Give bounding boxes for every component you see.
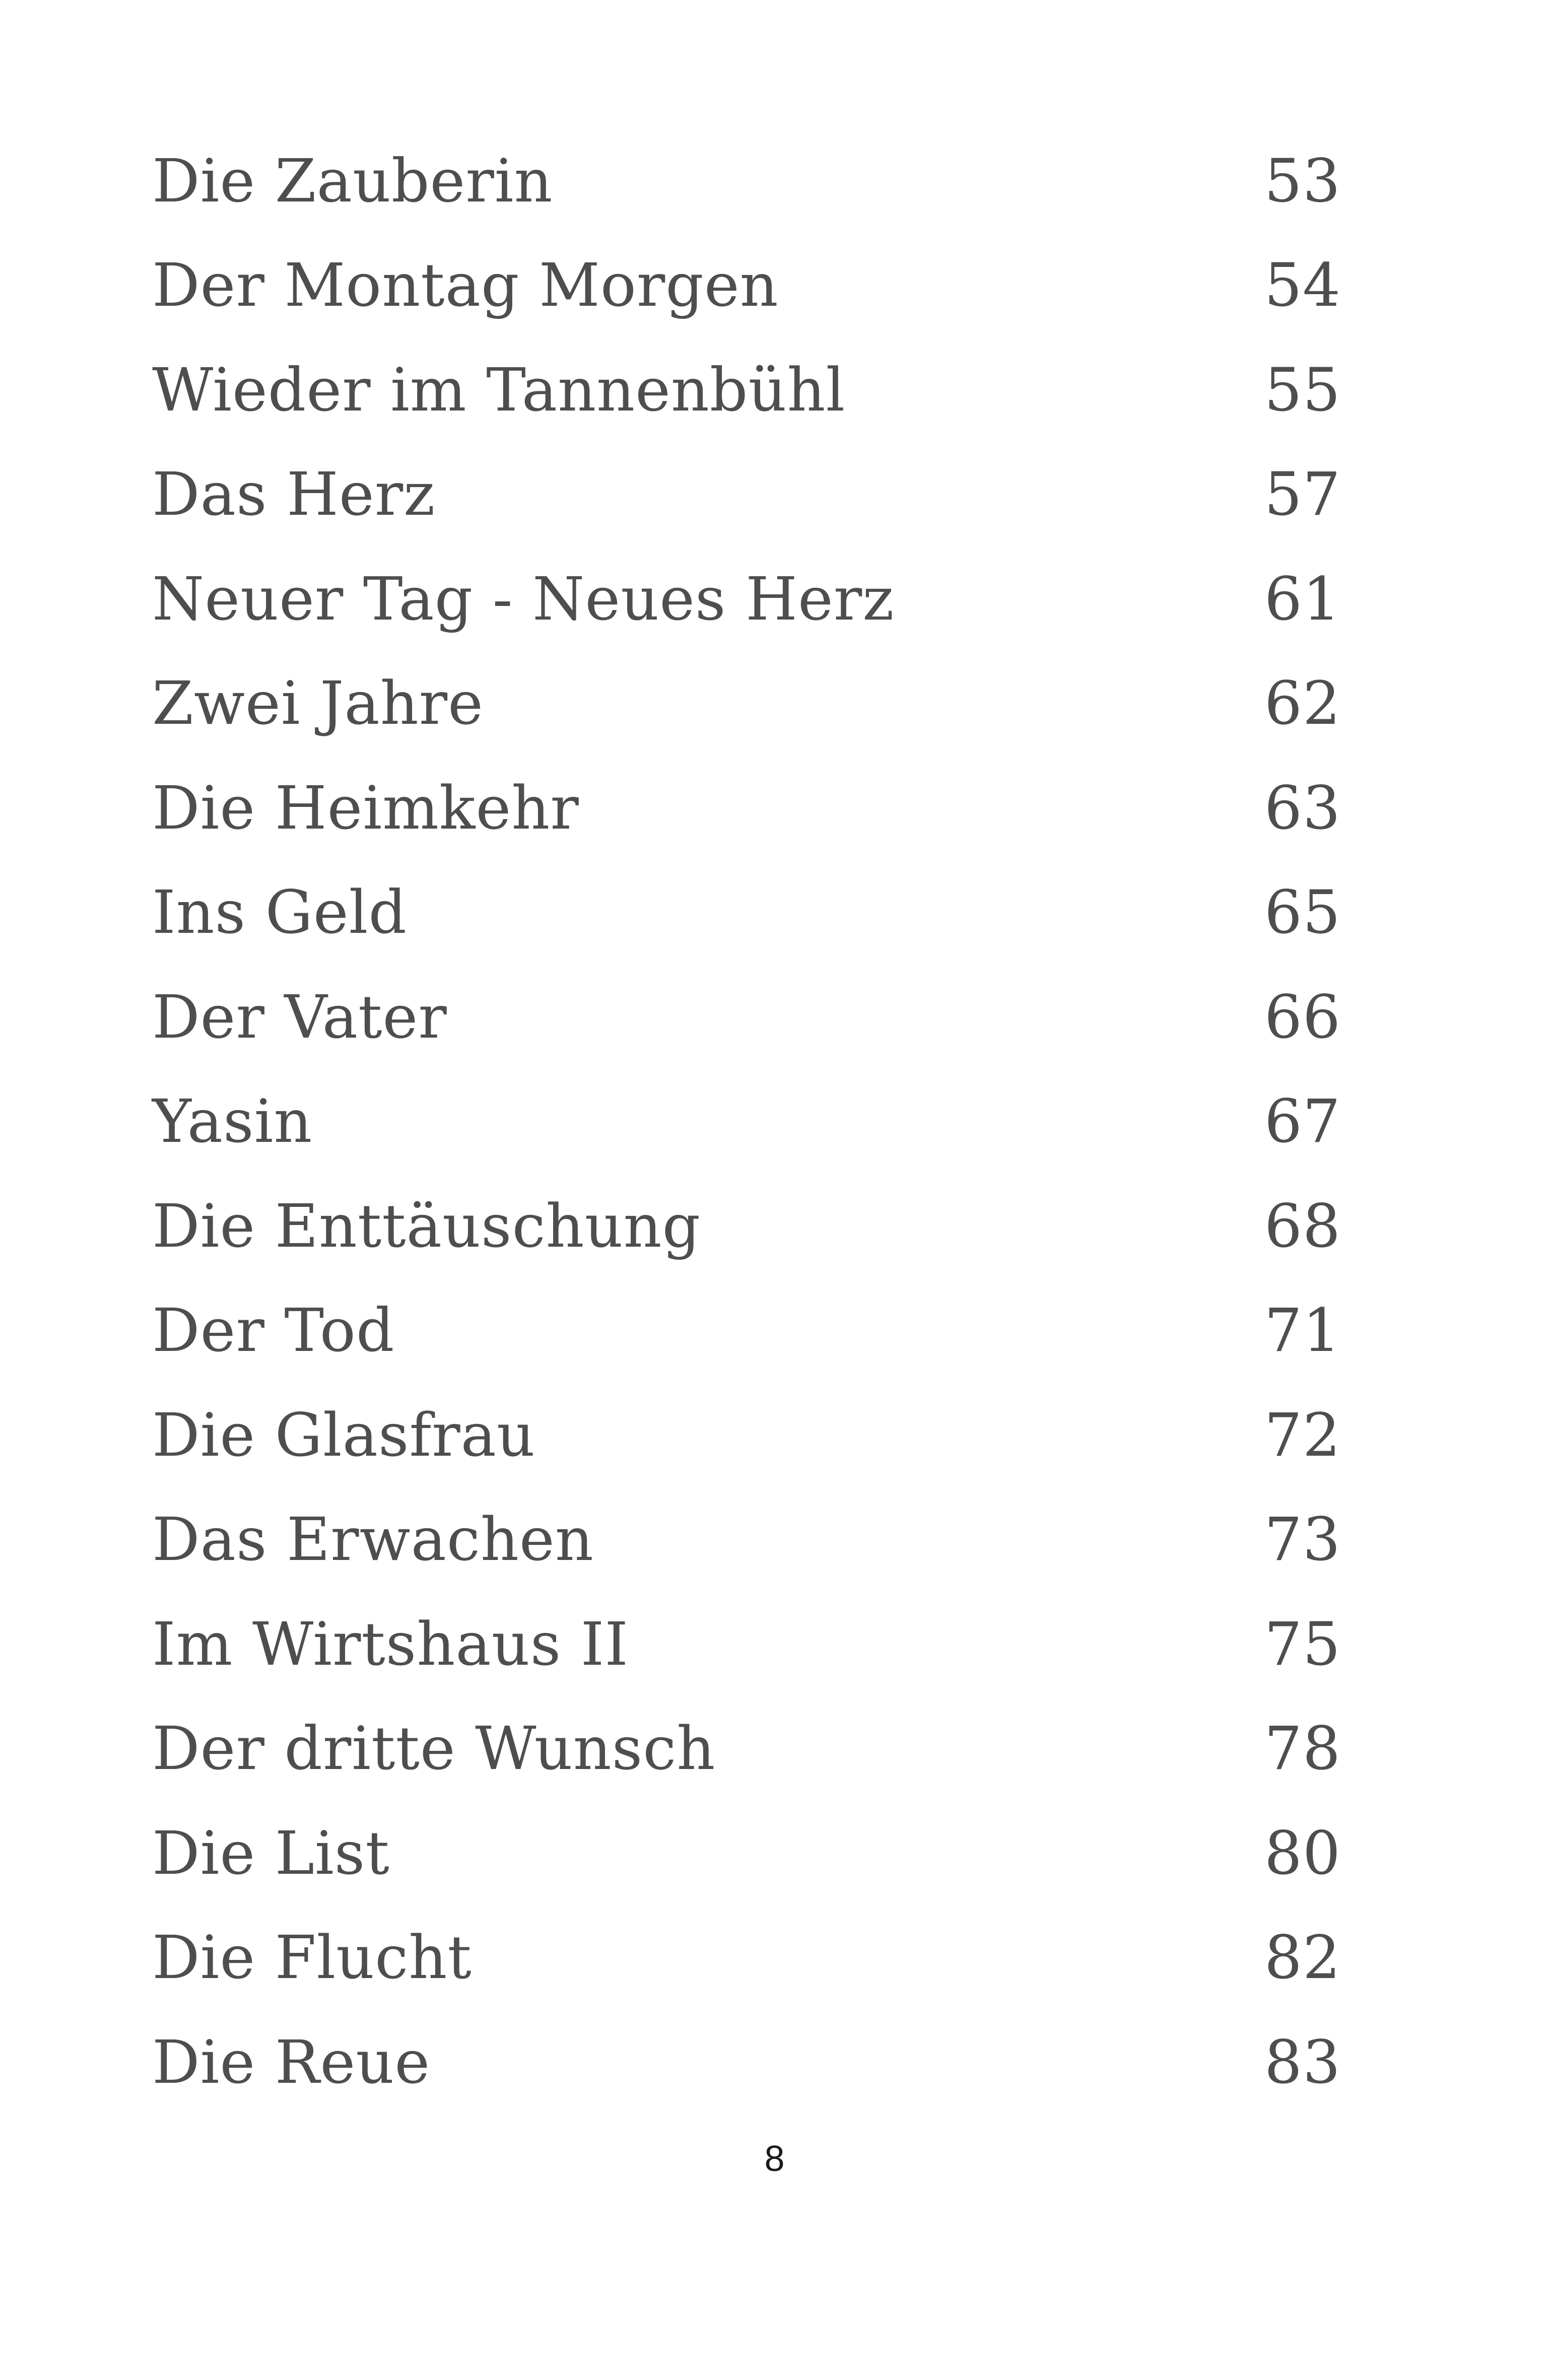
toc-entry-page: 61	[1264, 564, 1341, 634]
toc-entry	[152, 128, 1341, 233]
toc-entry	[152, 442, 1341, 547]
toc-entry-title: Der Vater	[152, 982, 447, 1052]
toc-entry	[152, 547, 1341, 651]
toc-entry-title: Die Enttäuschung	[152, 1191, 701, 1261]
toc-entry-title: Das Erwachen	[152, 1505, 594, 1575]
toc-entry-page: 57	[1264, 459, 1341, 529]
toc-entry-title: Der dritte Wunsch	[152, 1714, 716, 1784]
toc-entry-page: 73	[1264, 1505, 1341, 1575]
table-of-contents	[152, 128, 1341, 2115]
toc-entry-title: Der Montag Morgen	[152, 250, 779, 320]
toc-entry-title: Die List	[152, 1818, 390, 1888]
toc-entry-title: Das Herz	[152, 459, 436, 529]
toc-entry	[152, 965, 1341, 1069]
toc-entry	[152, 2010, 1341, 2115]
toc-entry-title: Yasin	[152, 1086, 313, 1157]
toc-entry	[152, 860, 1341, 965]
toc-entry-title: Die Glasfrau	[152, 1400, 536, 1470]
toc-entry	[152, 1696, 1341, 1801]
toc-entry	[152, 233, 1341, 338]
toc-entry-page: 75	[1264, 1609, 1341, 1679]
toc-entry	[152, 1069, 1341, 1174]
toc-entry-page: 82	[1264, 1923, 1341, 1993]
toc-entry-page: 53	[1264, 146, 1341, 216]
toc-entry	[152, 1174, 1341, 1278]
page-number: 8	[764, 2139, 785, 2179]
toc-entry-page: 83	[1264, 2027, 1341, 2097]
toc-entry-page: 55	[1264, 355, 1341, 425]
toc-entry-title: Die Zauberin	[152, 146, 553, 216]
toc-entry	[152, 651, 1341, 756]
toc-entry	[152, 756, 1341, 860]
toc-entry	[152, 1801, 1341, 1906]
toc-entry-page: 80	[1264, 1818, 1341, 1888]
toc-entry	[152, 1906, 1341, 2010]
toc-entry-page: 62	[1264, 668, 1341, 738]
toc-entry-title: Der Tod	[152, 1296, 395, 1366]
toc-entry-title: Die Reue	[152, 2027, 431, 2097]
toc-entry-title: Zwei Jahre	[152, 668, 484, 738]
toc-entry-title: Wieder im Tannenbühl	[152, 355, 846, 425]
toc-entry	[152, 1592, 1341, 1696]
toc-entry-title: Die Flucht	[152, 1923, 472, 1993]
toc-entry-title: Ins Geld	[152, 877, 408, 947]
toc-entry-page: 63	[1264, 773, 1341, 843]
toc-entry-page: 71	[1264, 1296, 1341, 1366]
toc-entry-page: 78	[1264, 1714, 1341, 1784]
toc-entry-page: 66	[1264, 982, 1341, 1052]
toc-entry-page: 54	[1264, 250, 1341, 320]
toc-entry-page: 68	[1264, 1191, 1341, 1261]
toc-entry	[152, 1487, 1341, 1592]
toc-entry-page: 65	[1264, 877, 1341, 947]
toc-entry-title: Neuer Tag - Neues Herz	[152, 564, 895, 634]
toc-entry	[152, 1383, 1341, 1487]
toc-entry-page: 67	[1264, 1086, 1341, 1157]
toc-entry-title: Die Heimkehr	[152, 773, 579, 843]
toc-entry	[152, 337, 1341, 442]
toc-entry-page: 72	[1264, 1400, 1341, 1470]
toc-entry-title: Im Wirtshaus II	[152, 1609, 629, 1679]
toc-entry	[152, 1278, 1341, 1383]
